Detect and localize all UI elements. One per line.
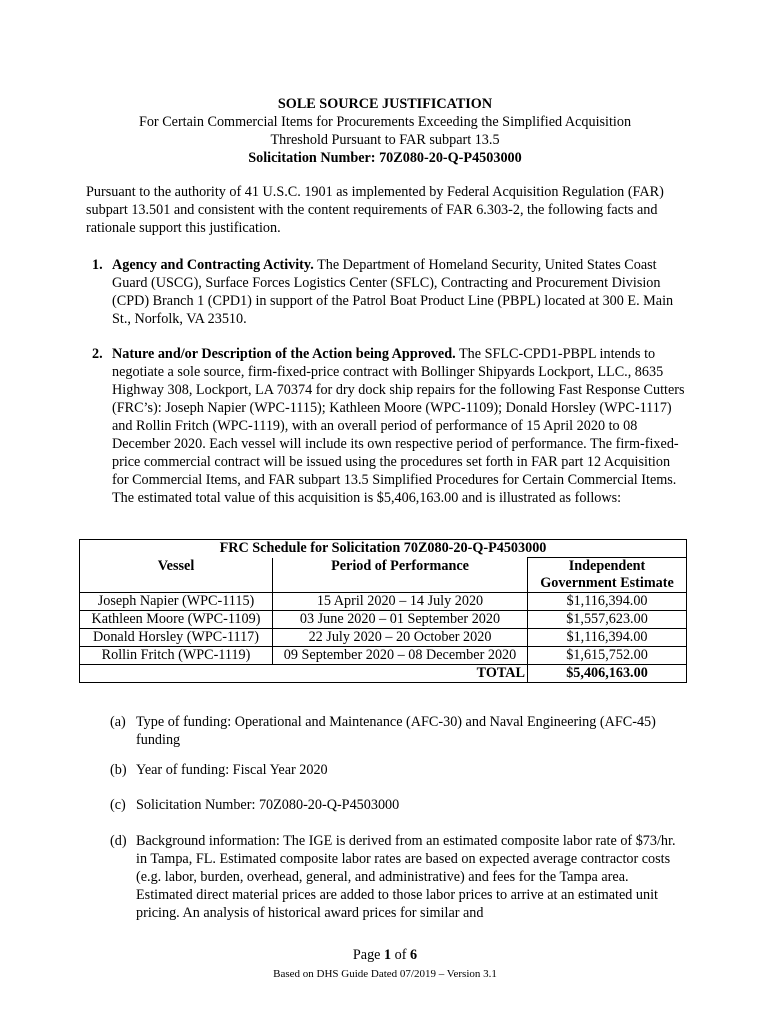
document-subtitle-line-2: Threshold Pursuant to FAR subpart 13.5 (270, 132, 500, 148)
document-subtitle-line-1: For Certain Commercial Items for Procurements Exceeding the Simplified Acquisition (138, 114, 632, 130)
period-cell: 09 September 2020 – 08 December 2020 (273, 647, 528, 665)
item-text: The SFLC-CPD1-PBPL intends to negotiate a sole source, firm-fixed-price contract with Bollinger Shipyards Lockport, LLC., 8635 Highway 308, Lockport, LA 70374 for dry dock ship repairs for the following Fast Response Cutters (FRC’s): Joseph Napier (WPC-1115); Kathleen Moore (WPC-1109); Donald Horsley (WPC-1117) and Rollin Fritch (WPC-1119), with an overall period of performance of 15 April 2020 to 08 December 2020. Each vessel will include its own respective period of performance. The firm-fixed-price commercial contract will be issued using the procedures set forth in FAR part 12 Acquisition for Commercial Items, and FAR subpart 13.5 Simplified Procedures for Certain Commercial Items. The estimated total value of this acquisition is $5,406,163.00 and is illustrated as follows: (112, 346, 685, 506)
table-row (80, 593, 687, 611)
item-nature (86, 345, 686, 507)
subitem-solicitation (110, 796, 685, 814)
ige-cell: $1,557,623.00 (528, 611, 687, 629)
page-of: of (391, 947, 411, 963)
item-agency (86, 256, 686, 328)
document-title: SOLE SOURCE JUSTIFICATION (277, 96, 493, 112)
vessel-cell: Donald Horsley (WPC-1117) (80, 629, 273, 647)
item-number: 2. (92, 346, 103, 362)
subitem-label: (c) (110, 797, 126, 813)
subitem-funding-year (110, 761, 685, 779)
ige-cell: $1,615,752.00 (528, 647, 687, 665)
col-header-vessel: Vessel (80, 558, 273, 593)
intro-paragraph: Pursuant to the authority of 41 U.S.C. 1901 as implemented by Federal Acquisition Regulation (FAR) subpart 13.501 and consistent with the content requirements of FAR 6.303-2, the following facts and rationale support this justification. (86, 184, 664, 236)
col-header-ige (528, 558, 687, 593)
item-heading: Nature and/or Description of the Action being Approved. (112, 346, 456, 362)
col-header-period: Period of Performance (273, 558, 528, 593)
total-label: TOTAL (80, 665, 528, 683)
subitem-funding-type (110, 713, 685, 749)
subitem-background (110, 832, 685, 922)
page-prefix: Page (352, 947, 385, 963)
table-row (80, 629, 687, 647)
subitem-label: (d) (110, 833, 127, 849)
subitem-text: Background information: The IGE is derived from an estimated composite labor rate of $73/hr. in Tampa, FL. Estimated composite labor rates are based on expected average contractor costs (e.g. labor, burden, overhead, general, and administrative) and fees for the Tampa area. Estimated direct material prices are added to those labor prices to arrive at an estimated unit pricing. An analysis of historical award prices for similar and (136, 833, 676, 921)
period-cell: 15 April 2020 – 14 July 2020 (273, 593, 528, 611)
item-number: 1. (92, 257, 103, 273)
table-caption: FRC Schedule for Solicitation 70Z080-20-Q-P4503000 (80, 540, 687, 558)
period-cell: 03 June 2020 – 01 September 2020 (273, 611, 528, 629)
vessel-cell: Rollin Fritch (WPC-1119) (80, 647, 273, 665)
table-total-row (80, 665, 687, 683)
col-header-ige-line-2: Government Estimate (540, 575, 674, 591)
period-cell: 22 July 2020 – 20 October 2020 (273, 629, 528, 647)
ige-cell: $1,116,394.00 (528, 593, 687, 611)
table-row (80, 647, 687, 665)
subitem-label: (a) (110, 714, 126, 730)
subitem-text: Solicitation Number: 70Z080-20-Q-P4503000 (136, 797, 400, 813)
vessel-cell: Joseph Napier (WPC-1115) (80, 593, 273, 611)
subitem-label: (b) (110, 762, 127, 778)
item-text: The Department of Homeland Security, United States Coast Guard (USCG), Surface Forces Logistics Center (SFLC), Contracting and Procurement Division (CPD) Branch 1 (CPD1) in support of the Patrol Boat Product Line (PBPL) located at 300 E. Main St., Norfolk, VA 23510. (112, 257, 674, 327)
ige-cell: $1,116,394.00 (528, 629, 687, 647)
table-row (80, 611, 687, 629)
total-value: $5,406,163.00 (528, 665, 687, 683)
frc-schedule-table (79, 539, 687, 683)
solicitation-number-heading: Solicitation Number: 70Z080-20-Q-P4503000 (248, 150, 522, 166)
page-number (0, 946, 770, 964)
vessel-cell: Kathleen Moore (WPC-1109) (80, 611, 273, 629)
page-current: 1 (384, 947, 392, 963)
subitem-text: Year of funding: Fiscal Year 2020 (136, 762, 328, 778)
subitem-text: Type of funding: Operational and Maintenance (AFC-30) and Naval Engineering (AFC-45) funding (136, 714, 656, 748)
page-total: 6 (410, 947, 418, 963)
col-header-ige-line-1: Independent (568, 558, 646, 574)
item-heading: Agency and Contracting Activity. (112, 257, 314, 273)
guide-footer: Based on DHS Guide Dated 07/2019 – Version 3.1 (273, 968, 497, 980)
